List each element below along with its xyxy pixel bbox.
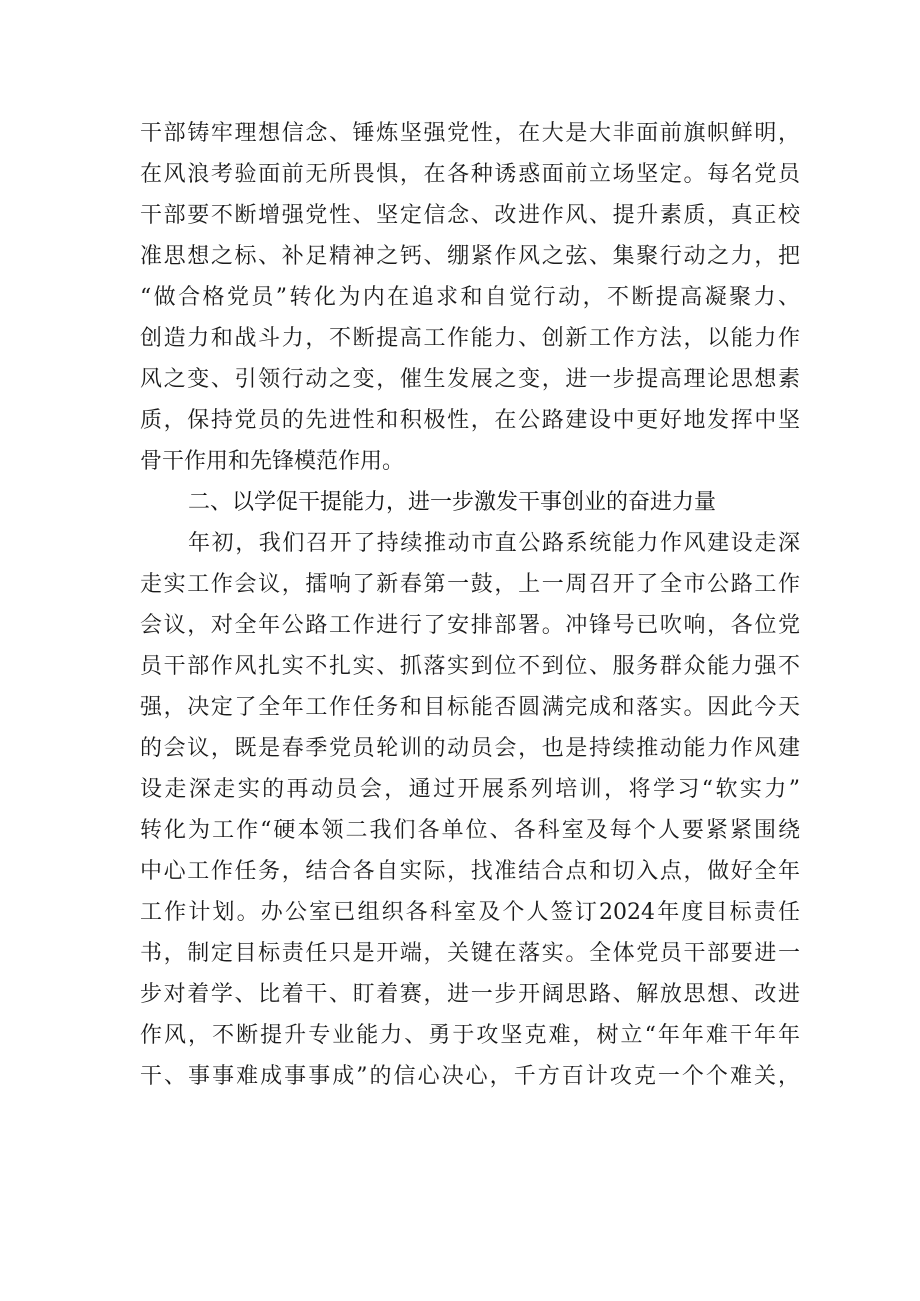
paragraph-line: 中心工作任务，结合各自实际，找准结合点和切入点，做好全年 — [140, 859, 800, 884]
paragraph-line: 作风，不断提升专业能力、勇于攻坚克难，树立“年年难干年年 — [140, 1023, 800, 1048]
paragraph-line: 干部铸牢理想信念、锤炼坚强党性，在大是大非面前旗帜鲜明， — [140, 121, 800, 146]
paragraph-line: 步对着学、比着干、盯着赛，进一步开阔思路、解放思想、改进 — [140, 982, 800, 1007]
paragraph-line: 设走深走实的再动员会，通过开展系列培训，将学习“软实力” — [140, 777, 800, 802]
paragraph-line: 强，决定了全年工作任务和目标能否圆满完成和落实。因此今天 — [140, 695, 800, 720]
paragraph-line: 创造力和战斗力，不断提高工作能力、创新工作方法，以能力作 — [140, 326, 800, 351]
paragraph-line: 员干部作风扎实不扎实、抓落实到位不到位、服务群众能力强不 — [140, 654, 800, 679]
section-heading: 二、以学促干提能力，进一步激发干事创业的奋进力量 — [188, 490, 717, 515]
paragraph-line: 走实工作会议，擂响了新春第一鼓，上一周召开了全市公路工作 — [140, 572, 800, 597]
paragraph-line: 书，制定目标责任只是开端，关键在落实。全体党员干部要进一 — [140, 941, 800, 966]
paragraph-line: 干部要不断增强党性、坚定信念、改进作风、提升素质，真正校 — [140, 203, 800, 228]
paragraph-line: 质，保持党员的先进性和积极性，在公路建设中更好地发挥中坚 — [140, 408, 800, 433]
paragraph-line: 年初，我们召开了持续推动市直公路系统能力作风建设走深 — [188, 531, 800, 556]
paragraph-line: 会议，对全年公路工作进行了安排部署。冲锋号已吹响，各位党 — [140, 613, 800, 638]
paragraph-line: 工作计划。办公室已组织各科室及个人签订2024年度目标责任 — [140, 900, 800, 925]
paragraph-line: 骨干作用和先锋模范作用。 — [140, 449, 405, 474]
paragraph-line: “做合格党员”转化为内在追求和自觉行动，不断提高凝聚力、 — [140, 285, 800, 310]
paragraph-line: 转化为工作“硬本领二我们各单位、各科室及每个人要紧紧围绕 — [140, 818, 800, 843]
document-body — [140, 113, 800, 1097]
paragraph-line: 的会议，既是春季党员轮训的动员会，也是持续推动能力作风建 — [140, 736, 800, 761]
paragraph-line: 准思想之标、补足精神之钙、绷紧作风之弦、集聚行动之力，把 — [140, 244, 800, 269]
paragraph-line: 在风浪考验面前无所畏惧，在各种诱惑面前立场坚定。每名党员 — [140, 162, 800, 187]
paragraph-line: 干、事事难成事事成”的信心决心，千方百计攻克一个个难关， — [140, 1064, 800, 1089]
paragraph-line: 风之变、引领行动之变，催生发展之变，进一步提高理论思想素 — [140, 367, 800, 392]
